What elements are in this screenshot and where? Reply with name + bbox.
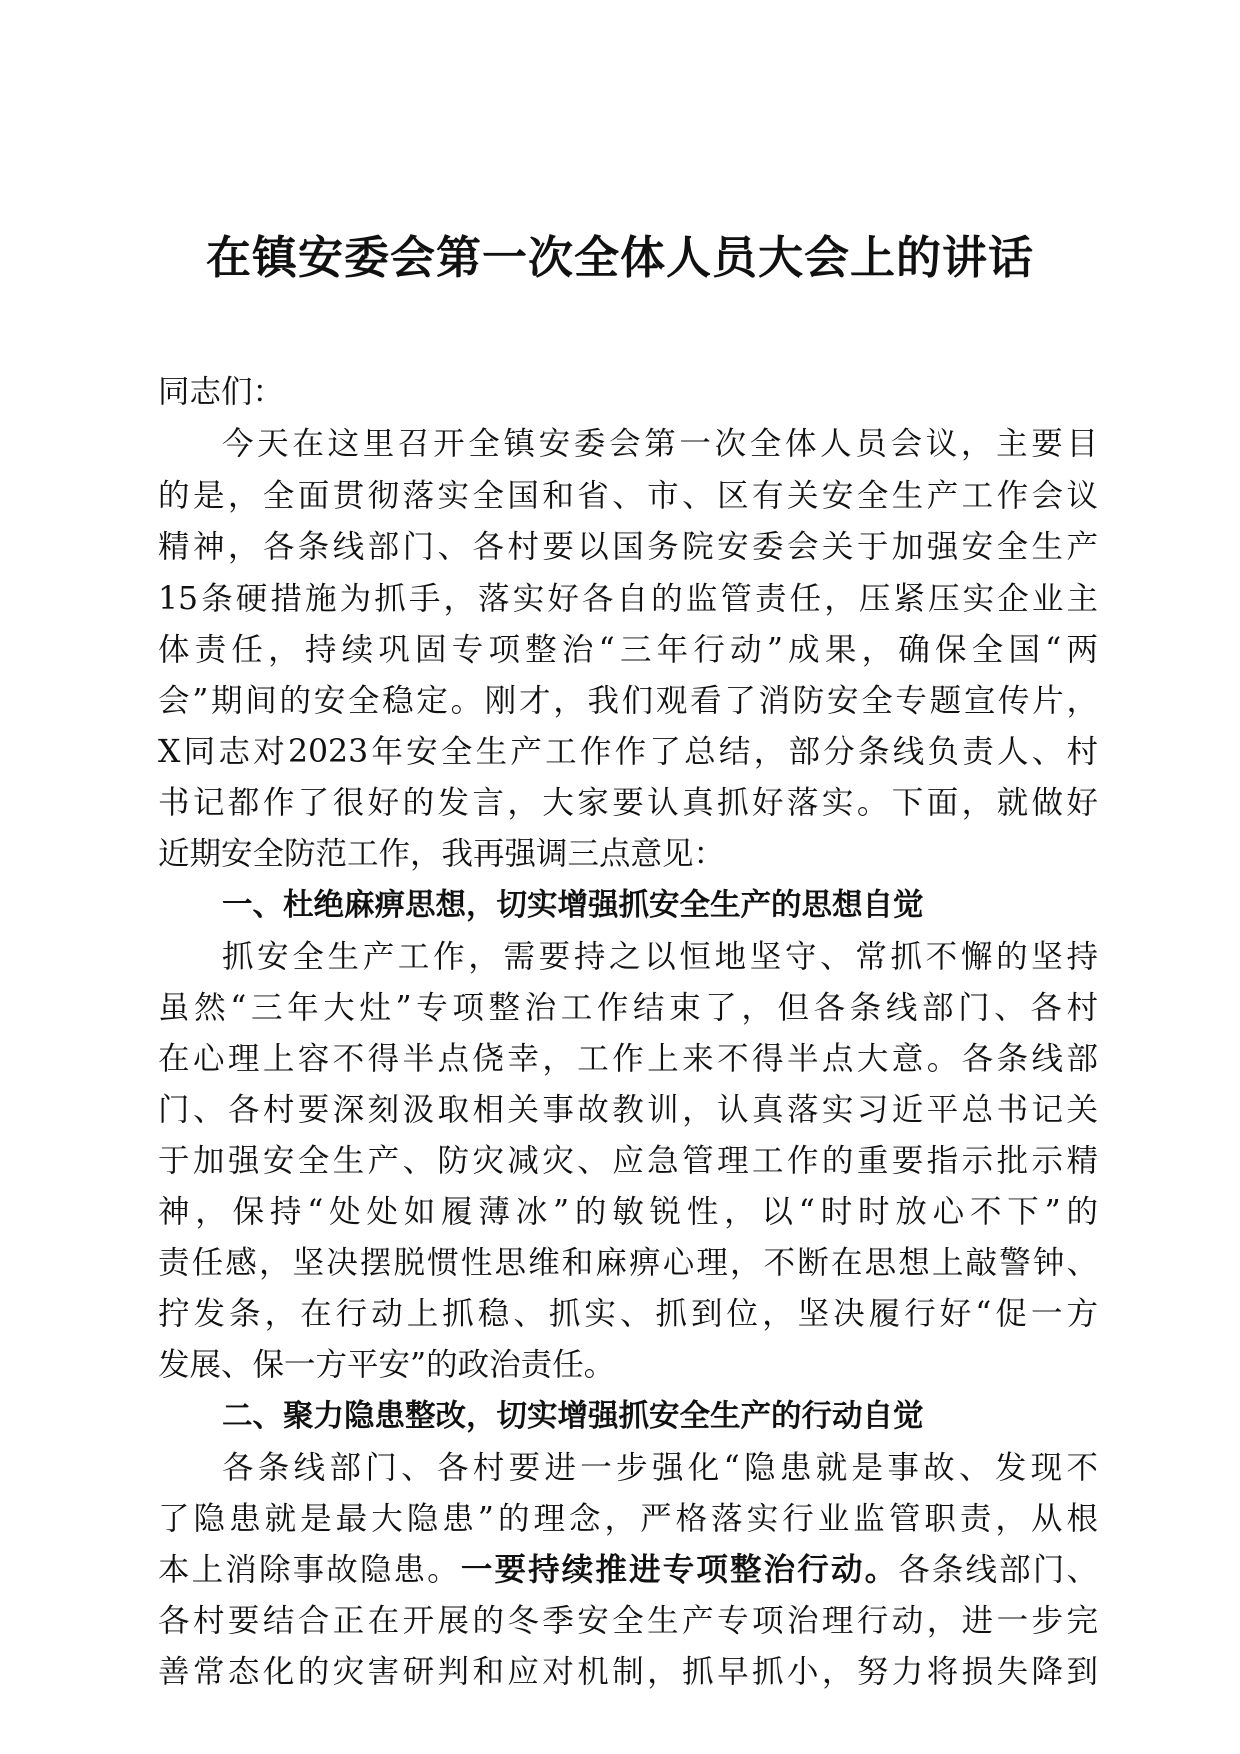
paragraph-line: 神，保持“处处如履薄冰”的敏锐性，以“时时放心不下”的 — [158, 1194, 1098, 1230]
paragraph-line: 了隐患就是最大隐患”的理念，严格落实行业监管职责，从根 — [158, 1501, 1098, 1537]
paragraph-line: 15条硬措施为抓手，落实好各自的监管责任，压紧压实企业主 — [158, 581, 1098, 617]
salutation: 同志们： — [158, 374, 285, 410]
paragraph-line: 抓安全生产工作，需要持之以恒地坚守、常抓不懈的坚持 — [222, 939, 1098, 975]
paragraph-line: 发展、保一方平安”的政治责任。 — [158, 1347, 616, 1383]
page-title: 在镇安委会第一次全体人员大会上的讲话 — [205, 231, 1034, 284]
paragraph-line: X同志对2023年安全生产工作作了总结，部分条线负责人、村 — [158, 734, 1098, 770]
paragraph-line: 体责任，持续巩固专项整治“三年行动”成果，确保全国“两 — [158, 632, 1098, 668]
paragraph-line: 近期安全防范工作，我再强调三点意见： — [158, 836, 726, 872]
section-heading-2: 二、聚力隐患整改，切实增强抓安全生产的行动自觉 — [222, 1399, 924, 1434]
paragraph-line: 的是，全面贯彻落实全国和省、市、区有关安全生产工作会议 — [158, 478, 1098, 514]
paragraph-line: 善常态化的灾害研判和应对机制，抓早抓小，努力将损失降到 — [158, 1654, 1098, 1690]
paragraph-line: 虽然“三年大灶”专项整治工作结束了，但各条线部门、各村 — [158, 990, 1098, 1026]
paragraph-line: 在心理上容不得半点侥幸，工作上来不得半点大意。各条线部 — [158, 1041, 1098, 1077]
paragraph-line: 会”期间的安全稳定。刚才，我们观看了消防安全专题宣传片， — [158, 683, 1098, 719]
paragraph-line: 门、各村要深刻汲取相关事故教训，认真落实习近平总书记关 — [158, 1092, 1098, 1128]
paragraph-line: 于加强安全生产、防灾减灾、应急管理工作的重要指示批示精 — [158, 1143, 1098, 1179]
paragraph-line: 各条线部门、各村要进一步强化“隐患就是事故、发现不 — [222, 1450, 1098, 1486]
paragraph-line: 今天在这里召开全镇安委会第一次全体人员会议，主要目 — [222, 426, 1098, 462]
paragraph-line: 责任感，坚决摆脱惯性思维和麻痹心理，不断在思想上敲警钟、 — [158, 1245, 1098, 1281]
section-heading-1: 一、杜绝麻痹思想，切实增强抓安全生产的思想自觉 — [222, 888, 924, 923]
bold-emphasis: 一要持续推进专项整治行动。 — [460, 1551, 899, 1588]
paragraph-line: 书记都作了很好的发言，大家要认真抓好落实。下面，就做好 — [158, 785, 1098, 821]
paragraph-line-mixed — [158, 1546, 1098, 1594]
paragraph-segment: 各条线部门、 — [898, 1552, 1098, 1588]
paragraph-line: 拧发条，在行动上抓稳、抓实、抓到位，坚决履行好“促一方 — [158, 1296, 1098, 1332]
paragraph-line: 各村要结合正在开展的冬季安全生产专项治理行动，进一步完 — [158, 1603, 1098, 1639]
paragraph-line: 精神，各条线部门、各村要以国务院安委会关于加强安全生产 — [158, 529, 1098, 565]
paragraph-segment: 本上消除事故隐患。 — [158, 1552, 461, 1588]
